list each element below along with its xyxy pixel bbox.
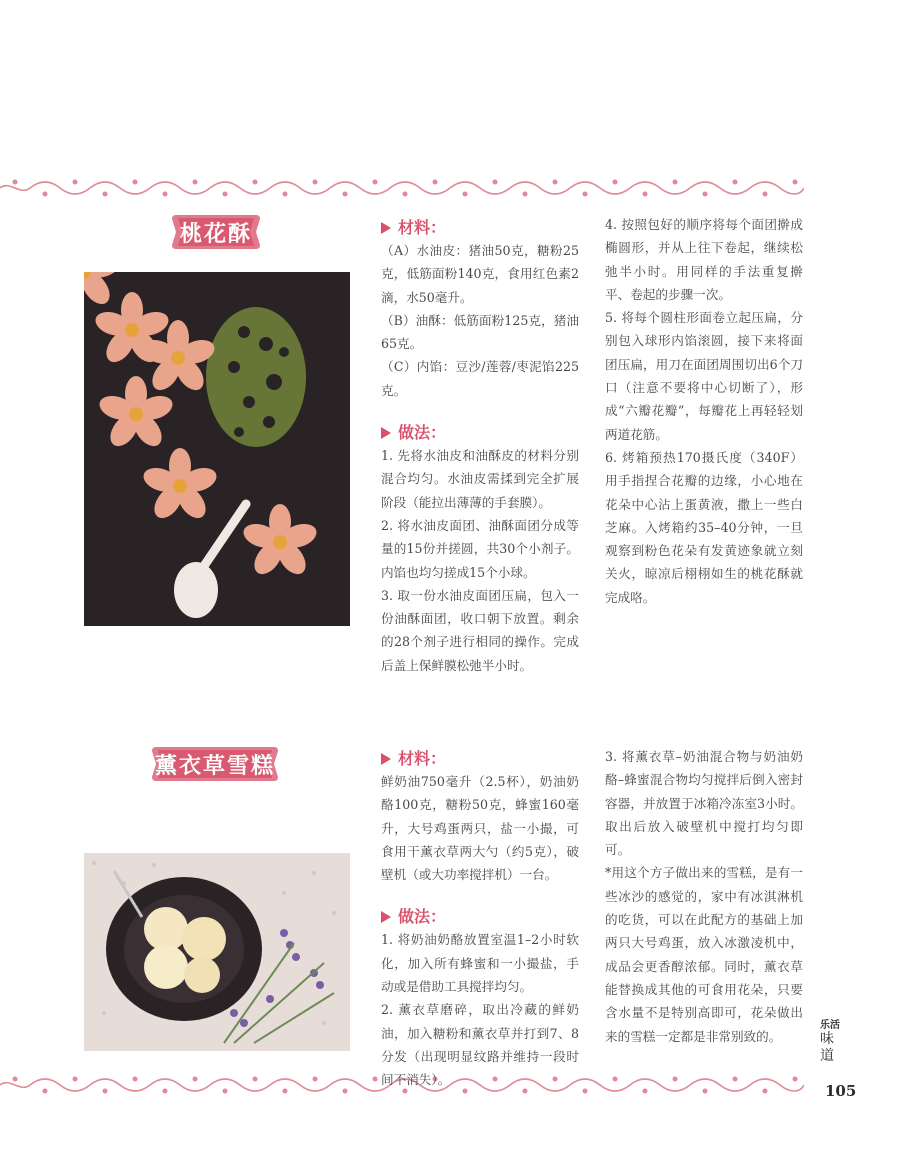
recipe-materials-and-method-column [381,217,579,677]
triangle-bullet-icon [381,753,391,765]
materials-item: （B）油酥：低筋面粉125克，猪油65克。 [381,312,579,352]
method-note: *用这个方子做出来的雪糕，是有一些冰沙的感觉的，家中有冰淇淋机的吃货，可以在此配方的基础上加两只大号鸡蛋，放入冰激凌机中，成品会更香醇浓郁。同时，薰衣草能替换成其他的可食用花朵，只要含水量不是特别高即可，花朵做出来的雪糕一定都是非常别致的。 [605,865,803,1044]
section-label-small: 乐活 [820,1020,840,1031]
method-step: 6. 烤箱预热170摄氏度（340F）用手指捏合花瓣的边缘，小心地在花朵中心沾上蛋黄液，撒上一些白芝麻。入烤箱约35–40分钟，一旦观察到粉色花朵有发黄迹象就立刻关火，晾凉后栩栩如生的桃花酥就完成咯。 [605,449,803,605]
method-heading: 做法： [381,422,579,444]
recipe-method-continued-column [605,745,803,1048]
recipe-materials-and-method-column [381,748,579,1092]
method-step: 5. 将每个圆柱形面卷立起压扁，分别包入球形内馅滚圆，接下来将面团压扁，用刀在面团周围切出6个刀口（注意不要将中心切断了），形成“六瓣花瓣”，每瓣花上再轻轻划两道花筋。 [605,310,803,442]
recipe-method-continued-column [605,213,803,609]
method-step: 4. 按照包好的顺序将每个面团擀成椭圆形，并从上往下卷起，继续松弛半小时。用同样的手法重复擀平、卷起的步骤一次。 [605,217,803,302]
top-vine-border [0,176,804,198]
peach-blossom-pastry-photo [84,272,350,626]
materials-item: （C）内馅：豆沙/莲蓉/枣泥馅225克。 [381,359,579,398]
recipe-title: 薰衣草雪糕 [154,752,275,779]
recipe-title-badge [150,745,280,783]
recipe-title: 桃花酥 [179,220,252,247]
method-step: 3. 将薰衣草–奶油混合物与奶油奶酪–蜂蜜混合物均匀搅拌后倒入密封容器，并放置于冰箱冷冻室3小时。取出后放入破壁机中搅打均匀即可。 [605,749,803,858]
method-step: 3. 取一份水油皮面团压扁，包入一份油酥面团，收口朝下放置。剩余的28个剂子进行相同的操作。完成后盖上保鲜膜松弛半小时。 [381,587,579,673]
section-label-large: 味道 [820,1031,834,1064]
triangle-bullet-icon [381,911,391,923]
method-step: 1. 先将水油皮和油酥皮的材料分别混合均匀。水油皮需揉到完全扩展阶段（能拉出薄薄的手套膜）。 [381,448,579,510]
materials-heading: 材料： [381,217,579,239]
recipe-title-badge [170,213,262,251]
triangle-bullet-icon [381,427,391,439]
method-heading: 做法： [381,906,579,928]
section-label [820,1020,840,1065]
lavender-ice-cream-photo [84,853,350,1051]
method-step: 2. 薰衣草磨碎，取出冷藏的鲜奶油，加入糖粉和薰衣草并打到7、8分发（出现明显纹路并维持一段时间不消失）。 [381,1002,579,1088]
page-number: 105 [825,1082,857,1100]
method-step: 1. 将奶油奶酪放置室温1–2小时软化，加入所有蜂蜜和一小撮盐，手动或是借助工具搅拌均匀。 [381,932,579,995]
materials-item: （A）水油皮：猪油50克，糖粉25克，低筋面粉140克，食用红色素2滴，水50毫升。 [381,243,579,305]
materials-item: 鲜奶油750毫升（2.5杯），奶油奶酪100克，糖粉50克，蜂蜜160毫升，大号鸡蛋两只，盐一小撮，可食用干薰衣草两大勺（约5克），破壁机（或大功率搅拌机）一台。 [381,774,579,883]
materials-heading: 材料： [381,748,579,770]
triangle-bullet-icon [381,222,391,234]
method-step: 2. 将水油皮面团、油酥面团分成等量的15份并搓圆，共30个小剂子。内馅也均匀搓成15个小球。 [381,517,579,580]
